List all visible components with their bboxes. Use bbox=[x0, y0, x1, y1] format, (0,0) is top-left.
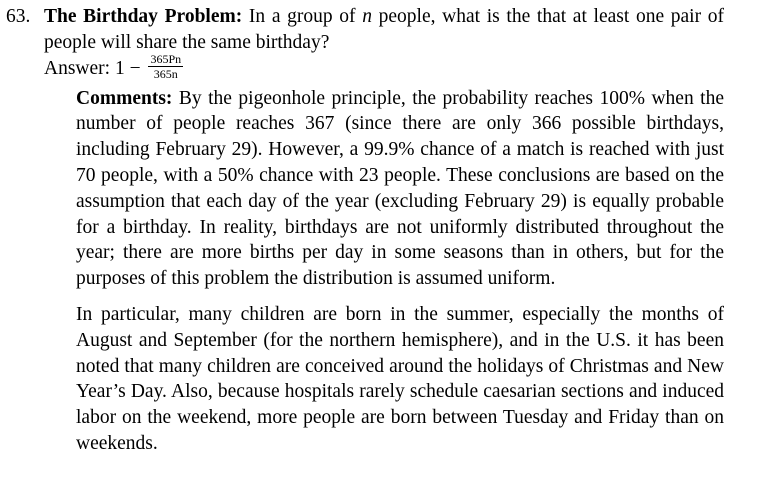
problem-title: The Birthday Problem: bbox=[44, 6, 243, 27]
comments-block bbox=[76, 86, 724, 457]
question-text-1: In a group of bbox=[248, 6, 356, 27]
answer-label: Answer: bbox=[44, 57, 111, 79]
problem-statement bbox=[44, 4, 724, 56]
comments-paragraph-2: In particular, many children are born in the summer, especially the months of August and September (for the northern hemisphere), and in the U.S. it has been noted that many children are conceived around the holidays of Christmas and New Year’s Day. Also, because hospitals rarely schedule caesarian sections and induced labor on the weekend, more people are born between Tuesday and Friday than on weekends. bbox=[76, 303, 724, 454]
comments-paragraph-1 bbox=[76, 86, 724, 292]
variable-n: n bbox=[362, 6, 372, 27]
question-text-2: people, what is the that at least one pair of people will share the same birthday? bbox=[44, 6, 725, 53]
problem-63 bbox=[6, 4, 725, 457]
answer-line bbox=[44, 51, 724, 86]
comments-label: Comments: bbox=[76, 87, 173, 109]
answer-prefix: 1 − bbox=[114, 57, 141, 79]
answer-denominator: 365n bbox=[153, 66, 178, 81]
answer-fraction bbox=[148, 53, 183, 80]
comments-text-1: By the pigeonhole principle, the probability reaches 100% when the number of people reaches 367 (since there are only 366 possible birthdays, including February 29). However, a 99.9% chance of a match is reached with just 70 people, with a 50% chance with 23 people. These conclusions are based on the assumption that each day of the year (excluding February 29) is equally probable for a birthday. In reality, birthdays are not uniformly distributed throughout the year; there are more births per day in some seasons than in others, but for the purposes of this problem the distribution is assumed uniform. bbox=[76, 87, 724, 290]
answer-numerator: 365Pn bbox=[150, 51, 182, 66]
problem-number: 63. bbox=[6, 6, 31, 27]
